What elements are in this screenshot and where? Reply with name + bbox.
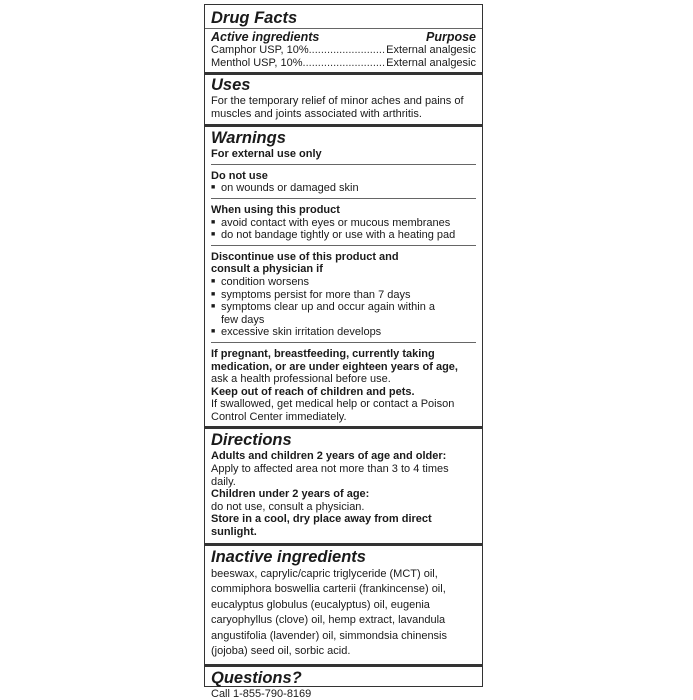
drug-facts-title: Drug Facts xyxy=(211,9,298,27)
section-divider xyxy=(205,124,482,127)
adults-text: Apply to affected area not more than 3 to 4 times daily. xyxy=(211,463,449,488)
active-ingredients-header xyxy=(211,31,476,44)
keep-out-title: Keep out of reach of children and pets. xyxy=(211,385,415,398)
storage-text: Store in a cool, dry place away from direct sunlight. xyxy=(211,513,432,539)
section-divider xyxy=(205,426,482,429)
drug-facts-panel xyxy=(204,4,483,700)
questions-phone: Call 1-855-790-8169 xyxy=(211,687,312,700)
list-item: ■ do not bandage tightly or use with a heating pad xyxy=(211,229,476,242)
list-item: ■ on wounds or damaged skin xyxy=(211,182,476,195)
leader-dots xyxy=(309,44,386,57)
uses-text: For the temporary relief of minor aches and pains of muscles and joints associated with arthritis. xyxy=(211,95,464,120)
warnings-heading: Warnings xyxy=(211,129,286,148)
directions-heading: Directions xyxy=(211,431,292,450)
when-using-list xyxy=(211,217,476,242)
children-title: Children under 2 years of age: xyxy=(211,488,370,501)
pregnancy-warning-text: ask a health professional before use. xyxy=(211,373,391,386)
uses-heading: Uses xyxy=(211,76,251,94)
ingredient-name: Camphor USP, 10% xyxy=(211,44,309,56)
section-divider xyxy=(205,72,482,75)
list-item: ■ symptoms clear up and occur again within a few days xyxy=(211,301,453,326)
do-not-use-list xyxy=(211,182,476,195)
do-not-use-title: Do not use xyxy=(211,169,268,182)
list-item: ■ condition worsens xyxy=(211,276,476,289)
inactive-ingredients-heading: Inactive ingredients xyxy=(211,547,366,566)
active-ingredient-row xyxy=(211,57,476,70)
children-text: do not use, consult a physician. xyxy=(211,500,365,513)
pregnancy-warning xyxy=(211,348,476,386)
discontinue-list xyxy=(211,276,476,339)
list-item: ■ excessive skin irritation develops xyxy=(211,326,476,339)
list-item: ■ avoid contact with eyes or mucous membranes xyxy=(211,217,476,230)
ingredient-name: Menthol USP, 10% xyxy=(211,56,303,69)
ingredient-purpose: External analgesic xyxy=(386,44,476,56)
discontinue-title: Discontinue use of this product and consult a physician if xyxy=(211,250,399,276)
active-ingredient-row xyxy=(211,44,476,57)
questions-heading: Questions? xyxy=(211,668,302,687)
divider xyxy=(205,28,482,29)
active-ingredients-heading: Active ingredients xyxy=(211,30,320,44)
purpose-heading: Purpose xyxy=(425,30,476,44)
adults-title: Adults and children 2 years of age and older: xyxy=(211,450,447,463)
pregnancy-warning-bold: If pregnant, breastfeeding, currently taking medication, or are under eighteen years of age, xyxy=(211,347,458,373)
when-using-title: When using this product xyxy=(211,203,340,216)
section-divider xyxy=(205,664,482,667)
ingredient-purpose: External analgesic xyxy=(386,56,476,69)
divider xyxy=(211,198,476,199)
keep-out-text: If swallowed, get medical help or contact a Poison Control Center immediately. xyxy=(211,398,455,423)
divider xyxy=(211,164,476,165)
divider xyxy=(211,245,476,246)
external-use-text: For external use only xyxy=(211,148,322,161)
list-item: ■ symptoms persist for more than 7 days xyxy=(211,289,476,302)
section-divider xyxy=(205,543,482,546)
leader-dots xyxy=(303,57,387,70)
divider xyxy=(211,342,476,343)
inactive-ingredients-text: beeswax, caprylic/capric triglyceride (MCT) oil, commiphora boswellia carterii (frankincense) oil, eucalyptus globulus (eucalyptus) oil, eugenia caryophyllus (clove) oil, hemp extract, lavandula angustifolia (lavender) oil, simmondsia chinensis (jojoba) seed oil, sorbic acid. xyxy=(211,567,448,658)
